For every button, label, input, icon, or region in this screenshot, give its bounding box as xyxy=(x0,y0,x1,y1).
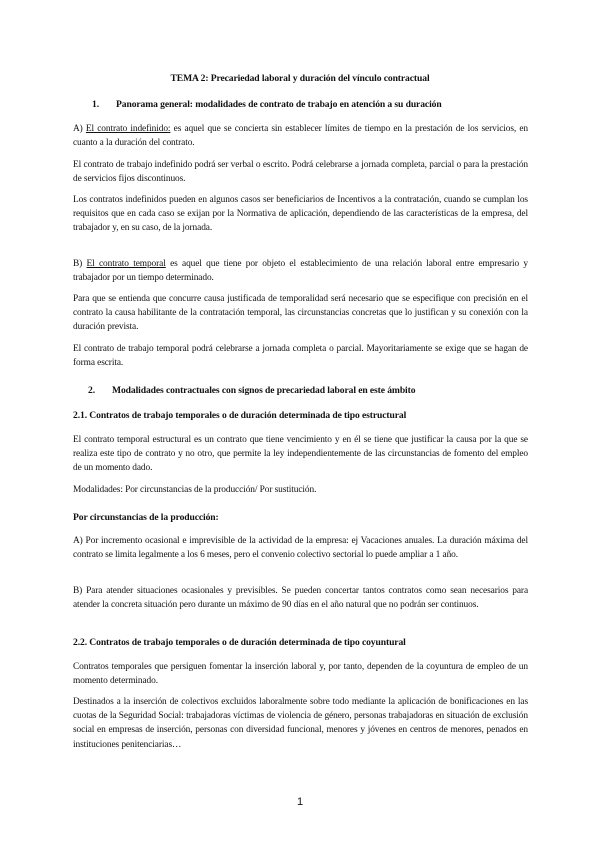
section-2-title: Modalidades contractuales con signos de precariedad laboral en este ámbito xyxy=(112,385,416,396)
paragraph-b-text: es aquel que tiene por objeto el establecimiento de una relación laboral entre empresario y trabajador por un tiempo determinado. xyxy=(73,259,529,284)
paragraph-modalidades: Modalidades: Por circunstancias de la producción/ Por sustitución. xyxy=(73,485,317,495)
section-1-title: Panorama general: modalidades de contrato de trabajo en atención a su duración xyxy=(116,99,442,110)
paragraph-indefinido-incentives: Los contratos indefinidos pueden en algunos casos ser beneficiarios de Incentivos a la contratación, cuando se cumplan los requisitos que en cada caso se exijan por la Normativa de aplicación, dependiendo de las características de la empresa, del trabajador y, en su caso, de la jornada. xyxy=(73,195,528,234)
section-2-number: 2. xyxy=(88,385,95,396)
section-2-1-heading: 2.1. Contratos de trabajo temporales o de duración determinada de tipo estructural xyxy=(73,410,407,421)
paragraph-temporal-cause: Para que se entienda que concurre causa justificada de temporalidad será necesario que se especifique con precisión en el contrato la causa habilitante de la contratación temporal, las circunstancias concretas que lo justifican y su conexión con la duración prevista. xyxy=(73,294,528,333)
subheading-circunstancias: Por circunstancias de la producción: xyxy=(73,512,219,523)
paragraph-estructural-intro: El contrato temporal estructural es un contrato que tiene vencimiento y en él se tiene que justificar la causa por la que se realiza este tipo de contrato y no otro, que permite la ley independientemente de las circunstancias de fomento del empleo de un momento dado. xyxy=(73,435,528,474)
section-2-heading xyxy=(88,385,415,396)
section-1-number: 1. xyxy=(92,99,99,110)
paragraph-coyuntural-intro: Contratos temporales que persiguen fomentar la inserción laboral y, por tanto, dependen de la coyuntura de empleo de un momento determinado. xyxy=(73,662,528,687)
paragraph-item-a: A) Por incremento ocasional e imprevisible de la actividad de la empresa: ej Vacaciones anuales. La duración máxima del contrato se limita legalmente a los 6 meses, pero el convenio colectivo sectorial lo puede ampliar a 1 año. xyxy=(73,536,528,561)
paragraph-temporal-definition xyxy=(73,257,528,285)
paragraph-a-prefix: A) xyxy=(73,124,86,134)
page-number: 1 xyxy=(296,796,304,808)
paragraph-indefinido-definition xyxy=(73,122,528,150)
term-contrato-indefinido: El contrato indefinido: xyxy=(85,124,171,134)
section-2-2-heading: 2.2. Contratos de trabajo temporales o de duración determinada de tipo coyuntural xyxy=(73,637,406,648)
section-1-heading xyxy=(92,99,442,110)
document-title: TEMA 2: Precariedad laboral y duración del vínculo contractual xyxy=(170,73,430,84)
paragraph-temporal-form: El contrato de trabajo temporal podrá celebrarse a jornada completa o parcial. Mayoritariamente se exige que se hagan de forma escrita. xyxy=(73,344,528,369)
term-contrato-temporal: El contrato temporal xyxy=(86,259,166,269)
paragraph-b-prefix: B) xyxy=(73,259,87,269)
paragraph-item-b: B) Para atender situaciones ocasionales y previsibles. Se pueden concertar tantos contratos como sean necesarios para atender la concreta situación pero durante un máximo de 90 días en el año natural que no podrán ser continuos. xyxy=(73,586,528,611)
paragraph-indefinido-form: El contrato de trabajo indefinido podrá ser verbal o escrito. Podrá celebrarse a jornada completa, parcial o para la prestación de servicios fijos discontinuos. xyxy=(73,160,528,185)
paragraph-a-text: es aquel que se concierta sin establecer límites de tiempo en la prestación de los servicios, en cuanto a la duración del contrato. xyxy=(73,124,529,149)
paragraph-destinados: Destinados a la inserción de colectivos excluidos laboralmente sobre todo mediante la aplicación de bonificaciones en las cuotas de la Seguridad Social: trabajadoras víctimas de violencia de género, personas trabajadoras en situación de exclusión social en empresas de inserción, personas con diversidad funcional, menores y jóvenes en centros de menores, penados en instituciones penitenciarias… xyxy=(73,697,528,750)
